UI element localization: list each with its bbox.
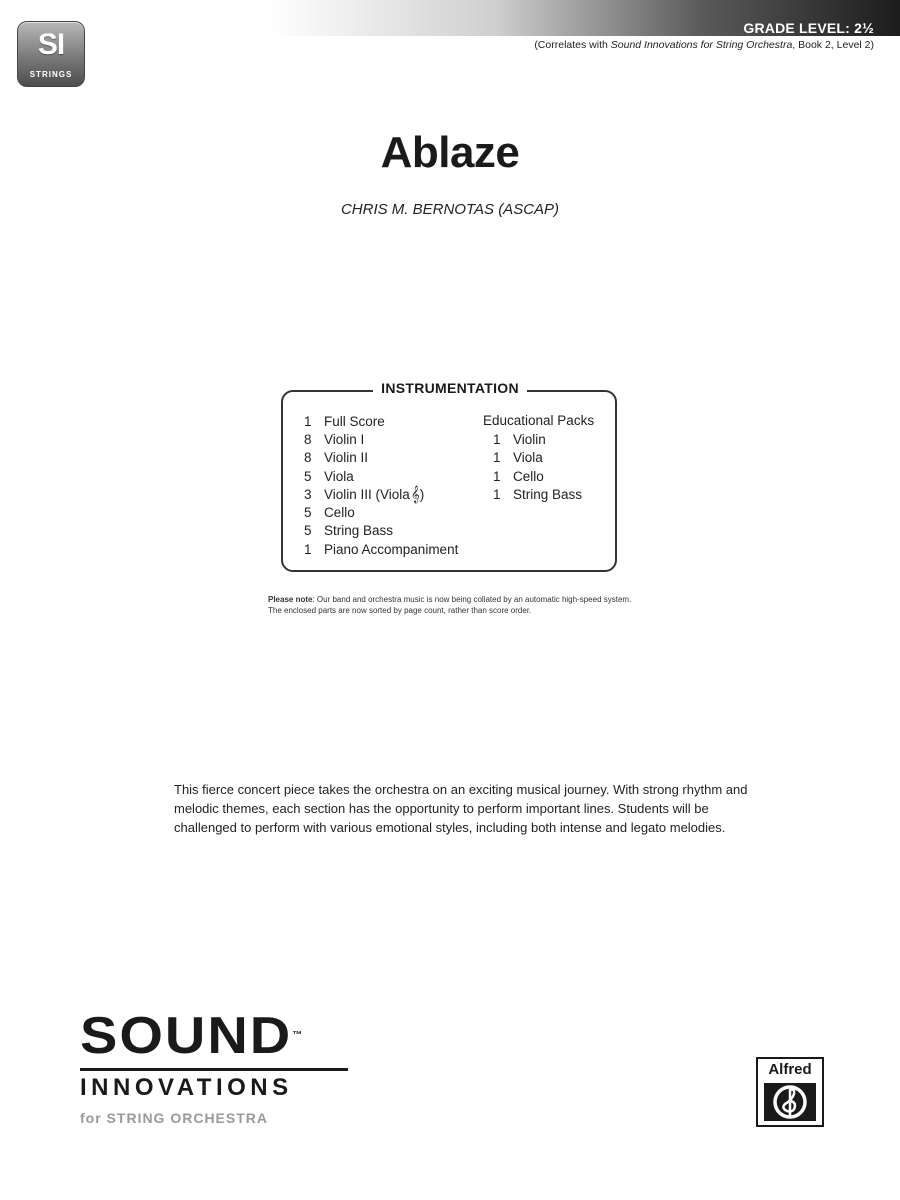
part-name: Cello bbox=[324, 505, 355, 521]
alfred-word: Alfred bbox=[768, 1061, 812, 1078]
collation-note bbox=[268, 595, 638, 616]
piece-title: Ablaze bbox=[380, 128, 520, 177]
part-name: Violin II bbox=[324, 450, 369, 466]
parts-list bbox=[304, 412, 458, 558]
part-name-close: ) bbox=[419, 486, 425, 502]
si-logo-letters: SI bbox=[37, 28, 65, 61]
part-row bbox=[304, 412, 458, 430]
alfred-publisher-logo bbox=[756, 1057, 824, 1127]
pack-row bbox=[483, 485, 594, 503]
pack-name: Cello bbox=[513, 468, 544, 484]
composer-credit: CHRIS M. BERNOTAS (ASCAP) bbox=[340, 201, 560, 218]
pack-row bbox=[483, 467, 594, 485]
si-strings-logo-icon bbox=[17, 21, 85, 87]
part-row bbox=[304, 449, 458, 467]
part-row bbox=[304, 485, 458, 503]
part-row bbox=[304, 467, 458, 485]
part-qty: 8 bbox=[304, 450, 312, 466]
grade-level: GRADE LEVEL: 2½ bbox=[743, 20, 874, 36]
pack-qty: 1 bbox=[493, 486, 501, 502]
part-qty: 5 bbox=[304, 523, 312, 539]
part-qty: 5 bbox=[304, 468, 312, 484]
part-row bbox=[304, 522, 458, 540]
part-row bbox=[304, 503, 458, 521]
instrumentation-heading-wrap bbox=[0, 380, 900, 398]
correlates-prefix: (Correlates with bbox=[534, 39, 611, 51]
part-qty: 1 bbox=[304, 413, 312, 429]
note-text: : Our band and orchestra music is now being collated by an automatic high-speed system. The enclosed parts are now sorted by page count, rather than score order. bbox=[268, 595, 632, 615]
sound-innovations-logo bbox=[80, 1006, 352, 1126]
pack-qty: 1 bbox=[493, 431, 501, 447]
pack-row bbox=[483, 449, 594, 467]
logo-divider bbox=[80, 1068, 348, 1071]
part-name: Viola bbox=[324, 468, 354, 484]
correlates-series: Sound Innovations for String Orchestra bbox=[610, 39, 793, 51]
pack-name: String Bass bbox=[513, 486, 583, 502]
treble-clef-icon: 𝄞 bbox=[410, 485, 420, 504]
correlates-note bbox=[534, 39, 874, 51]
pack-qty: 1 bbox=[493, 468, 501, 484]
logo-sound-text: SOUND bbox=[80, 1006, 293, 1065]
part-name: Violin I bbox=[324, 431, 365, 447]
logo-sound-word bbox=[80, 1006, 352, 1065]
part-qty: 3 bbox=[304, 486, 312, 502]
logo-innovations-word: INNOVATIONS bbox=[80, 1074, 293, 1101]
part-qty: 1 bbox=[304, 541, 312, 557]
part-name: Full Score bbox=[324, 413, 385, 429]
pack-row bbox=[483, 430, 594, 448]
educational-packs-heading: Educational Packs bbox=[483, 413, 595, 428]
part-qty: 8 bbox=[304, 431, 312, 447]
correlates-suffix: , Book 2, Level 2) bbox=[792, 39, 874, 51]
part-qty: 5 bbox=[304, 505, 312, 521]
part-name: Violin III (Viola bbox=[324, 486, 410, 502]
logo-trademark: ™ bbox=[292, 1030, 303, 1041]
si-logo-word: STRINGS bbox=[29, 70, 73, 79]
pack-name: Viola bbox=[513, 450, 543, 466]
part-name: String Bass bbox=[324, 523, 394, 539]
alfred-treble-clef-icon bbox=[763, 1082, 817, 1122]
educational-packs-list bbox=[483, 412, 594, 503]
note-label: Please note bbox=[268, 595, 313, 604]
piece-description: This fierce concert piece takes the orchestra on an exciting musical journey. With strong rhythm and melodic themes, each section has the opportunity to perform important lines. Students will be challenged to perform with various emotional styles, including both intense and legato melodies. bbox=[174, 782, 748, 835]
part-row bbox=[304, 540, 458, 558]
pack-name: Violin bbox=[513, 431, 546, 447]
part-name: Piano Accompaniment bbox=[324, 541, 459, 557]
logo-for-string-orchestra: for STRING ORCHESTRA bbox=[80, 1110, 268, 1126]
pack-qty: 1 bbox=[493, 450, 501, 466]
part-row bbox=[304, 430, 458, 448]
instrumentation-heading: INSTRUMENTATION bbox=[373, 380, 527, 396]
